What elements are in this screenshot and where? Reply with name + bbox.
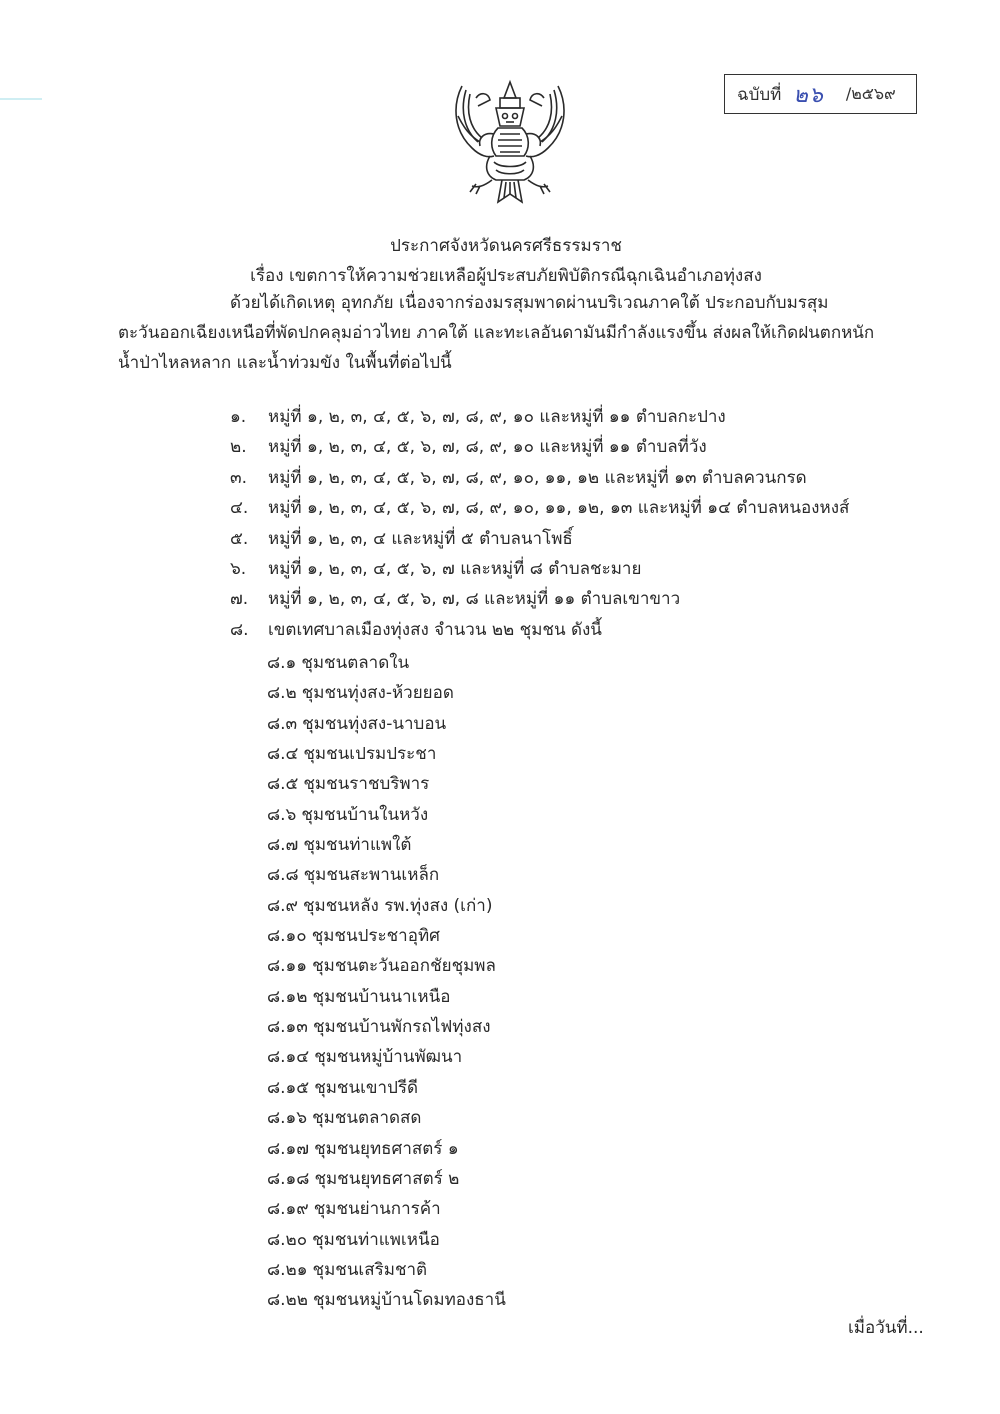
- item-text: หมู่ที่ ๑, ๒, ๓, ๔ และหมู่ที่ ๕ ตำบลนาโพธิ์: [268, 528, 573, 549]
- item-text: หมู่ที่ ๑, ๒, ๓, ๔, ๕, ๖, ๗, ๘, ๙, ๑๐ และหมู่ที่ ๑๑ ตำบลที่วัง: [268, 437, 707, 458]
- scan-edge-mark: [0, 98, 42, 100]
- document-subject: เรื่อง เขตการให้ความช่วยเหลือผู้ประสบภัยพิบัติกรณีฉุกเฉินอำเภอทุ่งสง: [250, 266, 762, 286]
- community-item: [267, 921, 767, 951]
- list-item: [230, 554, 930, 584]
- page-continuation: เมื่อวันที่...: [848, 1318, 924, 1338]
- item-number: ๗.: [230, 589, 249, 610]
- community-number: ๘.๑๘: [267, 1168, 310, 1189]
- list-item: [230, 493, 930, 523]
- intro-line-1: ด้วยได้เกิดเหตุ อุทกภัย เนื่องจากร่องมรสุมพาดผ่านบริเวณภาคใต้ ประกอบกับมรสุม: [230, 293, 829, 313]
- item-text: หมู่ที่ ๑, ๒, ๓, ๔, ๕, ๖, ๗, ๘, ๙, ๑๐ และหมู่ที่ ๑๑ ตำบลกะปาง: [268, 407, 726, 427]
- community-item: [267, 982, 767, 1012]
- community-number: ๘.๑๒: [267, 986, 308, 1007]
- community-number: ๘.๑๔: [267, 1047, 310, 1068]
- item-number: ๕.: [230, 528, 249, 549]
- item-number: ๒.: [230, 437, 247, 458]
- community-number: ๘.๘: [267, 865, 299, 886]
- community-item: [267, 1164, 767, 1194]
- community-item: [267, 1012, 767, 1042]
- community-number: ๘.๑๐: [267, 926, 307, 947]
- community-item: [267, 1225, 767, 1255]
- community-number: ๘.๑๗: [267, 1138, 310, 1159]
- community-name: ชุมชนเปรมประชา: [303, 744, 437, 765]
- item-number: ๓.: [230, 467, 248, 488]
- list-item: [230, 402, 930, 432]
- community-item: [267, 1073, 767, 1103]
- item-text: หมู่ที่ ๑, ๒, ๓, ๔, ๕, ๖, ๗ และหมู่ที่ ๘ ตำบลชะมาย: [268, 558, 642, 579]
- community-name: ชุมชนเขาปรีดี: [314, 1077, 419, 1098]
- community-name: ชุมชนท่าแพเหนือ: [312, 1229, 440, 1250]
- item-text: หมู่ที่ ๑, ๒, ๓, ๔, ๕, ๖, ๗, ๘, ๙, ๑๐, ๑๑, ๑๒, ๑๓ และหมู่ที่ ๑๔ ตำบลหนองหงส์: [268, 498, 850, 519]
- community-name: ชุมชนหมู่บ้านพัฒนา: [314, 1047, 463, 1068]
- item-number: ๘.: [230, 619, 249, 640]
- community-number: ๘.๑๓: [267, 1017, 308, 1038]
- community-name: ชุมชนยุทธศาสตร์ ๒: [314, 1168, 460, 1189]
- community-name: ชุมชนเสริมชาติ: [312, 1259, 428, 1280]
- document-number-label: ฉบับที่: [737, 84, 782, 105]
- community-number: ๘.๑๕: [267, 1077, 310, 1098]
- community-name: ชุมชนตลาดสด: [312, 1108, 422, 1129]
- intro-line-3: น้ำป่าไหลหลาก และน้ำท่วมขัง ในพื้นที่ต่อไปนี้: [118, 353, 452, 373]
- document-number-box: [724, 74, 917, 114]
- community-item: [267, 648, 767, 678]
- document-number: ๒๖: [793, 82, 824, 108]
- document-title: ประกาศจังหวัดนครศรีธรรมราช: [390, 236, 622, 256]
- community-item: [267, 1134, 767, 1164]
- community-name: ชุมชนทุ่งสง-นาบอน: [302, 713, 447, 734]
- community-number: ๘.๙: [267, 895, 298, 916]
- community-number: ๘.๑: [267, 653, 297, 673]
- document-year: /๒๕๖๙: [845, 83, 896, 103]
- community-number: ๘.๒๒: [267, 1290, 308, 1311]
- list-item: [230, 584, 930, 614]
- community-item: [267, 891, 767, 921]
- community-item: [267, 800, 767, 830]
- community-number: ๘.๑๑: [267, 956, 308, 977]
- list-item: [230, 463, 930, 493]
- community-item: [267, 709, 767, 739]
- community-name: ชุมชนหลัง รพ.ทุ่งสง (เก่า): [302, 895, 493, 916]
- item-number: ๖.: [230, 558, 247, 579]
- community-name: ชุมชนตะวันออกชัยชุมพล: [312, 956, 496, 977]
- community-item: [267, 1194, 767, 1224]
- item-text: หมู่ที่ ๑, ๒, ๓, ๔, ๕, ๖, ๗, ๘, ๙, ๑๐, ๑๑, ๑๒ และหมู่ที่ ๑๓ ตำบลควนกรด: [268, 467, 807, 488]
- community-item: [267, 1255, 767, 1285]
- community-name: ชุมชนยุทธศาสตร์ ๑: [314, 1138, 459, 1159]
- community-name: ชุมชนตลาดใน: [301, 653, 410, 673]
- community-name: ชุมชนบ้านนาเหนือ: [312, 986, 451, 1007]
- item-number: ๔.: [230, 498, 249, 519]
- community-name: ชุมชนราชบริพาร: [303, 774, 430, 795]
- list-item: [230, 524, 930, 554]
- affected-area-list: [230, 402, 930, 645]
- community-number: ๘.๔: [267, 744, 299, 765]
- intro-line-2: ตะวันออกเฉียงเหนือที่พัดปกคลุมอ่าวไทย ภาคใต้ และทะเลอันดามันมีกำลังแรงขึ้น ส่งผลให้เกิดฝนตกหนัก: [118, 323, 875, 343]
- community-name: ชุมชนประชาอุทิศ: [311, 926, 440, 947]
- item-number: ๑.: [230, 407, 247, 427]
- community-list: [267, 648, 767, 1316]
- community-number: ๘.๒๑: [267, 1259, 308, 1280]
- community-item: [267, 830, 767, 860]
- community-name: ชุมชนบ้านในหวัง: [301, 804, 429, 825]
- community-number: ๘.๖: [267, 804, 297, 825]
- intro-paragraph: [118, 288, 928, 378]
- community-name: ชุมชนท่าแพใต้: [303, 835, 412, 856]
- community-name: ชุมชนย่านการค้า: [313, 1199, 441, 1220]
- community-item: [267, 1042, 767, 1072]
- community-number: ๘.๕: [267, 774, 299, 795]
- community-name: ชุมชนทุ่งสง-ห้วยยอด: [301, 683, 454, 704]
- community-name: ชุมชนหมู่บ้านโดมทองธานี: [312, 1290, 506, 1311]
- community-item: [267, 769, 767, 799]
- community-number: ๘.๓: [267, 713, 298, 734]
- community-number: ๘.๑๙: [267, 1199, 309, 1220]
- community-number: ๘.๑๖: [267, 1108, 308, 1129]
- community-number: ๘.๒๐: [267, 1229, 308, 1250]
- item-text: หมู่ที่ ๑, ๒, ๓, ๔, ๕, ๖, ๗, ๘ และหมู่ที่ ๑๑ ตำบลเขาขาว: [268, 589, 681, 610]
- garuda-emblem-icon: [450, 76, 570, 211]
- community-number: ๘.๗: [267, 835, 299, 856]
- community-number: ๘.๒: [267, 683, 297, 704]
- community-item: [267, 860, 767, 890]
- item-text: เขตเทศบาลเมืองทุ่งสง จำนวน ๒๒ ชุมชน ดังนี้: [268, 619, 602, 640]
- community-item: [267, 739, 767, 769]
- list-item: [230, 432, 930, 462]
- community-item: [267, 951, 767, 981]
- community-name: ชุมชนบ้านพักรถไฟทุ่งสง: [312, 1017, 491, 1038]
- list-item: [230, 615, 930, 645]
- community-item: [267, 1103, 767, 1133]
- community-item: [267, 678, 767, 708]
- community-name: ชุมชนสะพานเหล็ก: [303, 865, 440, 886]
- community-item: [267, 1285, 767, 1315]
